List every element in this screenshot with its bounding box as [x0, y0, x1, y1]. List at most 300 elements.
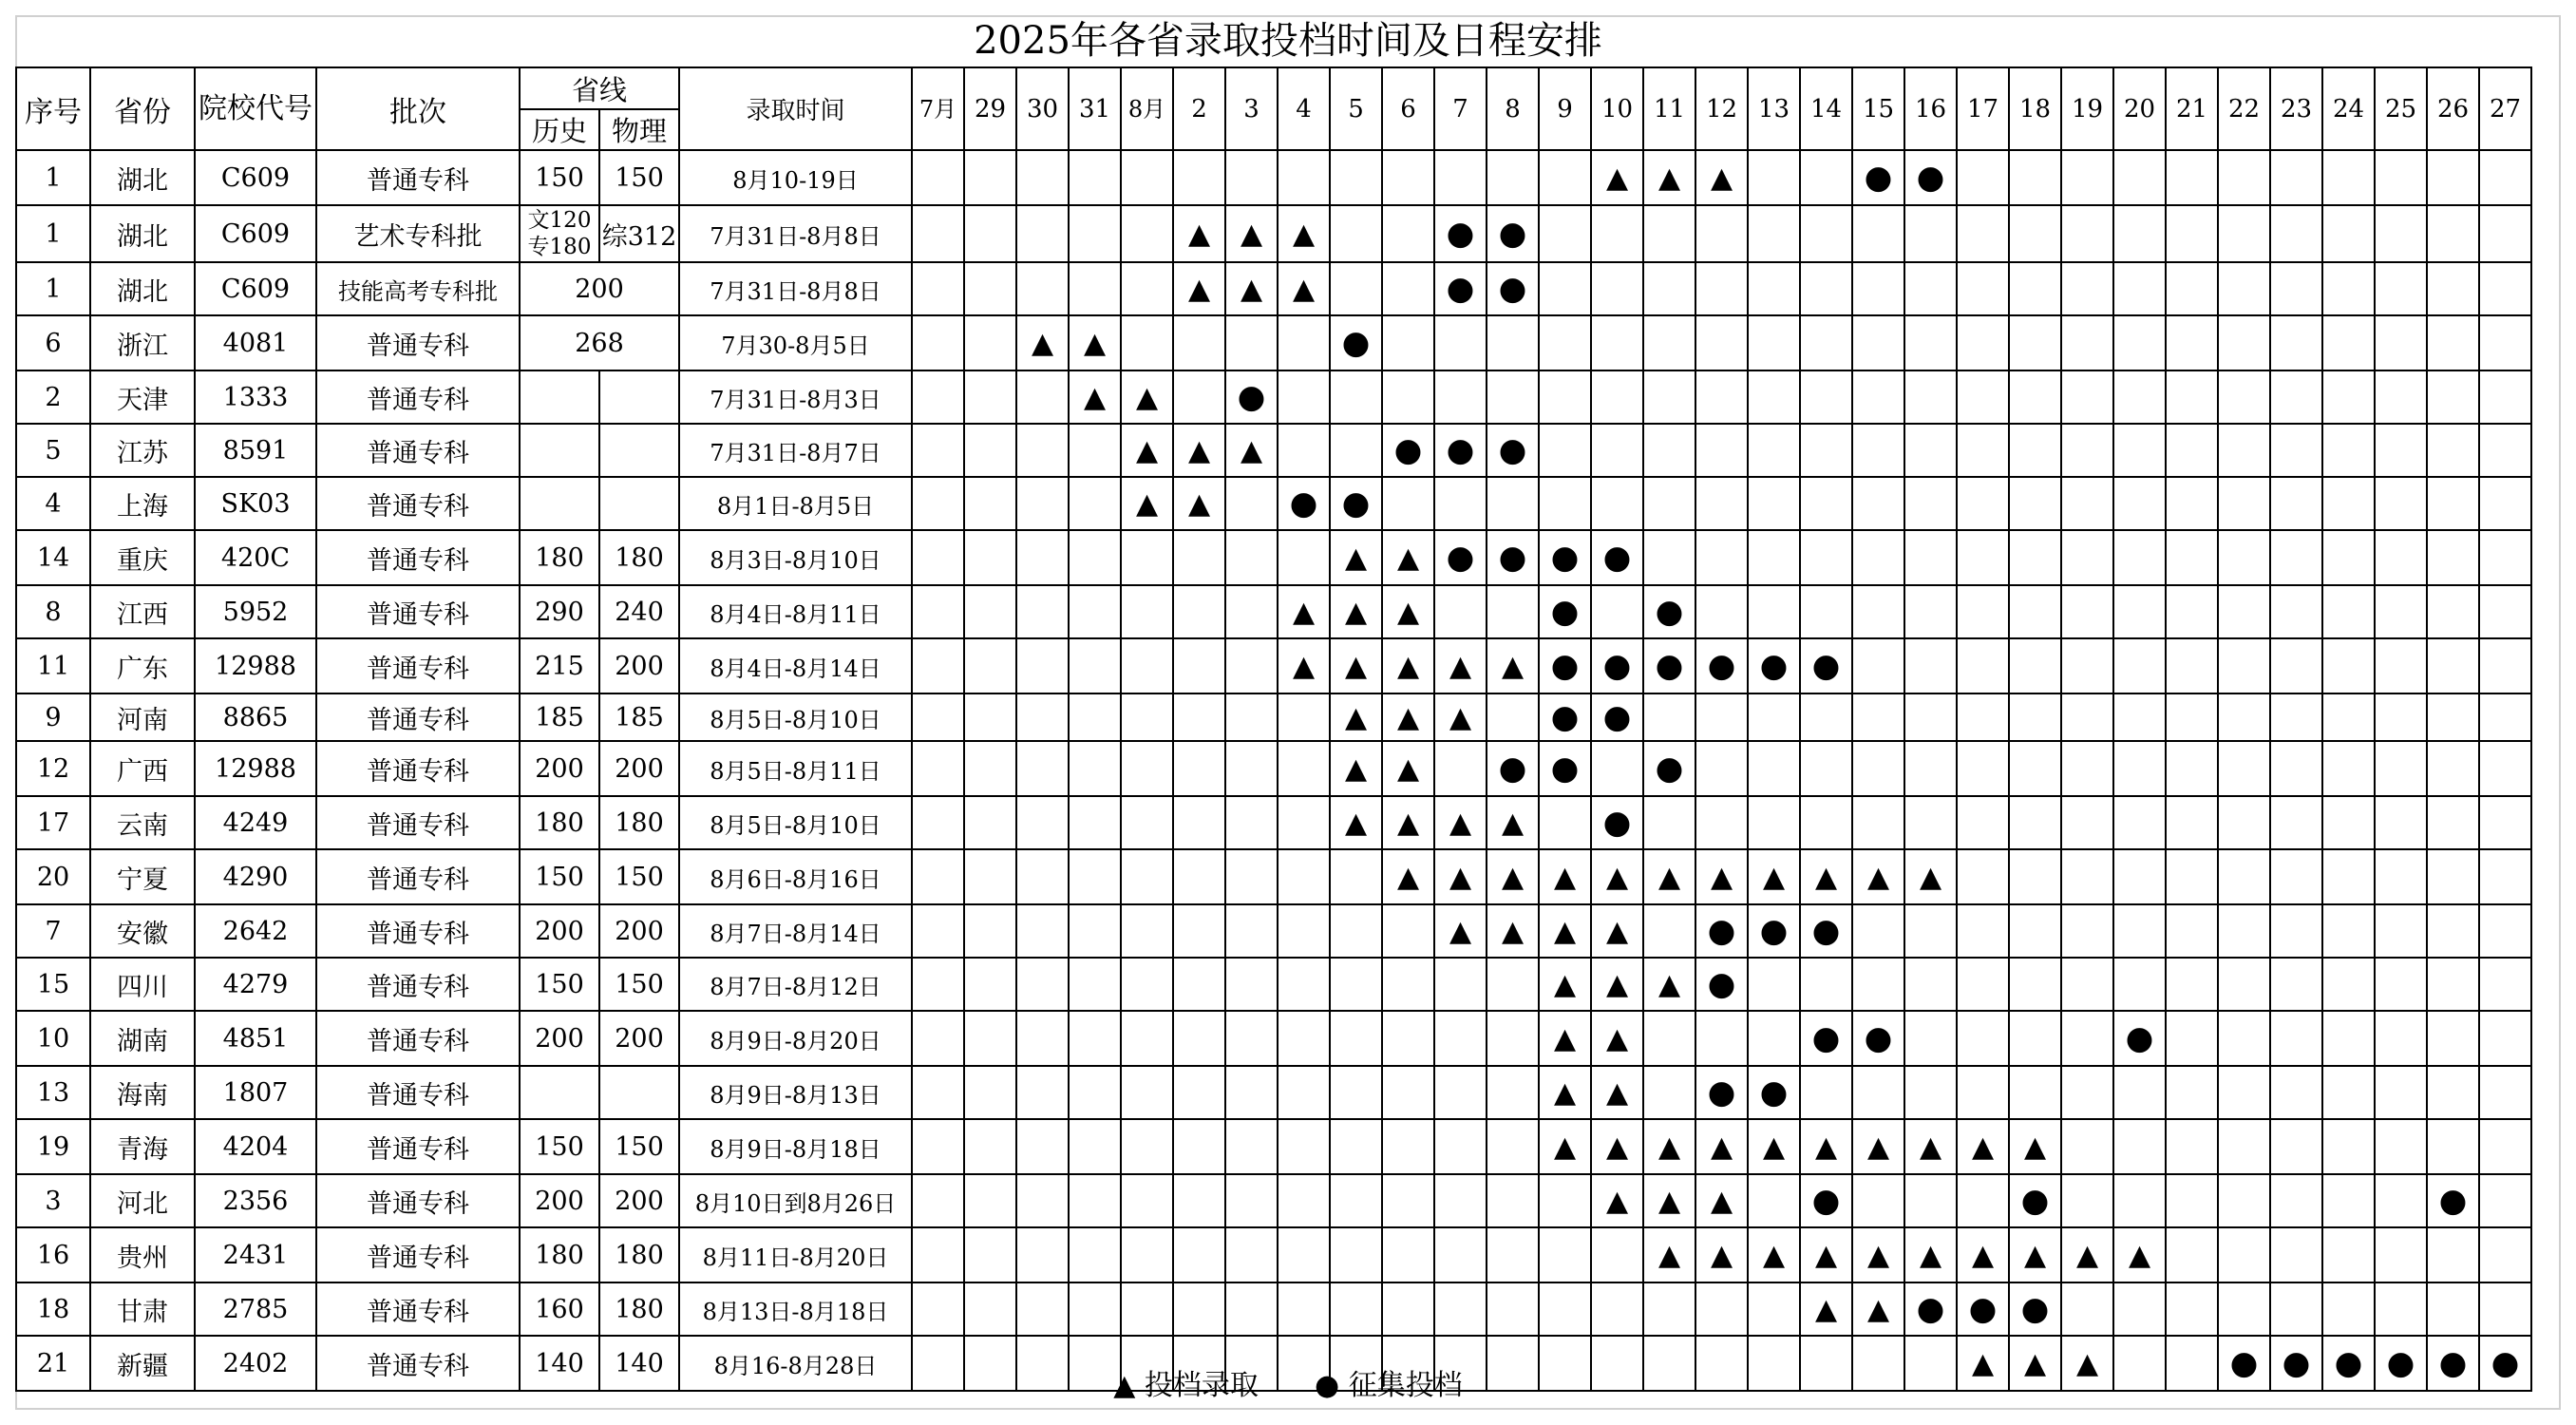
date-cell	[2166, 694, 2218, 741]
date-cell	[912, 1282, 964, 1336]
history-line-cell: 200	[520, 1011, 599, 1066]
circle-icon: ●	[1591, 694, 1643, 741]
date-cell	[2322, 849, 2375, 904]
circle-icon: ●	[1957, 1282, 2009, 1336]
date-cell	[2113, 1282, 2166, 1336]
date-cell	[1016, 1066, 1069, 1119]
circle-icon: ●	[1852, 1011, 1904, 1066]
date-cell	[1016, 585, 1069, 638]
code-cell: 4081	[195, 315, 316, 370]
date-cell	[1225, 1174, 1278, 1227]
date-cell	[2270, 796, 2322, 849]
date-cell	[1434, 741, 1487, 796]
date-cell	[2009, 1066, 2061, 1119]
date-header: 7	[1434, 67, 1487, 150]
date-cell	[964, 370, 1016, 424]
date-cell	[2479, 1227, 2531, 1282]
date-cell	[1487, 1066, 1539, 1119]
date-cell	[2322, 477, 2375, 530]
code-cell: 1807	[195, 1066, 316, 1119]
date-cell	[1695, 477, 1748, 530]
date-cell	[1643, 424, 1695, 477]
province-cell: 广西	[90, 741, 195, 796]
circle-icon: ●	[1643, 638, 1695, 694]
table-row	[16, 150, 2531, 205]
batch-cell: 普通专科	[316, 638, 520, 694]
date-cell	[2009, 262, 2061, 315]
date-cell	[1539, 424, 1591, 477]
table-row	[16, 370, 2531, 424]
legend-circle-label: 征集投档	[1348, 1369, 1463, 1402]
circle-icon: ●	[1591, 530, 1643, 585]
date-cell	[1695, 530, 1748, 585]
province-cell: 甘肃	[90, 1282, 195, 1336]
date-cell	[1800, 477, 1852, 530]
triangle-icon: ▲	[1225, 205, 1278, 262]
date-header: 8	[1487, 67, 1539, 150]
date-cell	[1121, 315, 1173, 370]
physics-line-cell: 200	[599, 904, 679, 958]
date-cell	[1852, 694, 1904, 741]
date-cell	[2061, 370, 2113, 424]
circle-icon: ●	[2009, 1174, 2061, 1227]
date-cell	[1069, 904, 1121, 958]
date-cell	[2166, 370, 2218, 424]
circle-icon: ●	[1800, 1174, 1852, 1227]
date-cell	[1434, 1011, 1487, 1066]
date-cell	[1382, 904, 1434, 958]
physics-line-cell: 150	[599, 1119, 679, 1174]
date-cell	[964, 1174, 1016, 1227]
date-cell	[2479, 741, 2531, 796]
circle-icon: ●	[2218, 1336, 2270, 1391]
date-cell	[1016, 370, 1069, 424]
date-cell	[964, 849, 1016, 904]
date-cell	[2166, 1011, 2218, 1066]
triangle-icon: ▲	[1643, 1227, 1695, 1282]
date-cell	[1382, 1011, 1434, 1066]
date-cell	[1121, 694, 1173, 741]
province-cell: 宁夏	[90, 849, 195, 904]
date-cell	[964, 530, 1016, 585]
circle-icon: ●	[1591, 796, 1643, 849]
triangle-icon: ▲	[1800, 1227, 1852, 1282]
table-row	[16, 796, 2531, 849]
date-cell	[1643, 1282, 1695, 1336]
date-cell	[2375, 150, 2427, 205]
date-cell	[2270, 424, 2322, 477]
date-cell	[1121, 1174, 1173, 1227]
circle-icon: ●	[1800, 1011, 1852, 1066]
date-cell	[2270, 150, 2322, 205]
admission-time-cell: 8月4日-8月11日	[679, 585, 912, 638]
header-admission-time: 录取时间	[679, 67, 912, 150]
date-cell	[912, 477, 964, 530]
date-cell	[2061, 585, 2113, 638]
circle-icon: ●	[1800, 638, 1852, 694]
date-cell	[1121, 1282, 1173, 1336]
date-cell	[2479, 796, 2531, 849]
admission-time-cell: 7月31日-8月8日	[679, 205, 912, 262]
circle-icon: ●	[1330, 477, 1382, 530]
date-cell	[1748, 958, 1800, 1011]
date-cell	[1278, 424, 1330, 477]
circle-icon: ●	[1225, 370, 1278, 424]
date-cell	[964, 477, 1016, 530]
circle-icon: ●	[1434, 424, 1487, 477]
history-line-cell	[520, 370, 599, 424]
date-header: 13	[1748, 67, 1800, 150]
date-cell	[912, 849, 964, 904]
date-cell	[964, 585, 1016, 638]
date-cell	[1016, 424, 1069, 477]
date-cell	[2166, 638, 2218, 694]
batch-cell: 普通专科	[316, 1282, 520, 1336]
date-cell	[1225, 477, 1278, 530]
triangle-icon: ▲	[1113, 1369, 1136, 1402]
date-cell	[1852, 262, 1904, 315]
date-cell	[1016, 150, 1069, 205]
date-header: 19	[2061, 67, 2113, 150]
seq-cell: 1	[16, 150, 90, 205]
triangle-icon: ▲	[1904, 1227, 1957, 1282]
circle-icon: ●	[1487, 205, 1539, 262]
circle-icon: ●	[1314, 1369, 1340, 1402]
date-cell	[2322, 262, 2375, 315]
date-cell	[2427, 1011, 2479, 1066]
admission-time-cell: 8月5日-8月10日	[679, 796, 912, 849]
date-cell	[2427, 694, 2479, 741]
date-cell	[2427, 370, 2479, 424]
batch-cell: 普通专科	[316, 477, 520, 530]
code-cell: 8865	[195, 694, 316, 741]
triangle-icon: ▲	[1173, 262, 1225, 315]
date-cell	[1695, 315, 1748, 370]
date-cell	[2009, 958, 2061, 1011]
table-row	[16, 1227, 2531, 1282]
triangle-icon: ▲	[1173, 477, 1225, 530]
date-cell	[912, 1174, 964, 1227]
date-cell	[1016, 1119, 1069, 1174]
date-cell	[1069, 1066, 1121, 1119]
date-cell	[1278, 315, 1330, 370]
date-cell	[2009, 585, 2061, 638]
triangle-icon: ▲	[1852, 1119, 1904, 1174]
date-cell	[1748, 585, 1800, 638]
date-cell	[2270, 638, 2322, 694]
date-cell	[1016, 741, 1069, 796]
triangle-icon: ▲	[1695, 150, 1748, 205]
province-cell: 上海	[90, 477, 195, 530]
date-cell	[2322, 958, 2375, 1011]
province-cell: 青海	[90, 1119, 195, 1174]
date-cell	[1643, 1011, 1695, 1066]
seq-cell: 1	[16, 262, 90, 315]
triangle-icon: ▲	[2009, 1119, 2061, 1174]
circle-icon: ●	[2322, 1336, 2375, 1391]
code-cell: 2431	[195, 1227, 316, 1282]
date-cell	[1278, 1282, 1330, 1336]
date-cell	[1957, 150, 2009, 205]
admission-time-cell: 8月7日-8月14日	[679, 904, 912, 958]
date-cell	[1591, 741, 1643, 796]
table-row	[16, 1119, 2531, 1174]
date-cell	[1016, 1174, 1069, 1227]
date-cell	[2166, 849, 2218, 904]
date-cell	[2166, 796, 2218, 849]
date-cell	[1487, 1282, 1539, 1336]
date-cell	[1957, 958, 2009, 1011]
triangle-icon: ▲	[1904, 1119, 1957, 1174]
table-row	[16, 741, 2531, 796]
date-cell	[1539, 205, 1591, 262]
triangle-icon: ▲	[1800, 1282, 1852, 1336]
date-cell	[912, 638, 964, 694]
physics-line-cell	[599, 424, 679, 477]
triangle-icon: ▲	[1487, 638, 1539, 694]
date-cell	[1069, 849, 1121, 904]
triangle-icon: ▲	[1069, 315, 1121, 370]
date-cell	[1173, 904, 1225, 958]
batch-cell: 普通专科	[316, 1119, 520, 1174]
date-cell	[1173, 796, 1225, 849]
date-cell	[2009, 150, 2061, 205]
triangle-icon: ▲	[1330, 741, 1382, 796]
admission-time-cell: 8月3日-8月10日	[679, 530, 912, 585]
triangle-icon: ▲	[1173, 424, 1225, 477]
date-cell	[1121, 741, 1173, 796]
date-cell	[1278, 1174, 1330, 1227]
date-cell	[1225, 1227, 1278, 1282]
date-cell	[1278, 741, 1330, 796]
physics-line-cell: 240	[599, 585, 679, 638]
triangle-icon: ▲	[1225, 424, 1278, 477]
date-cell	[2375, 638, 2427, 694]
date-cell	[2427, 585, 2479, 638]
date-cell	[1225, 904, 1278, 958]
physics-line-cell: 综312	[599, 205, 679, 262]
table-row	[16, 585, 2531, 638]
date-cell	[1487, 477, 1539, 530]
physics-line-cell: 150	[599, 150, 679, 205]
province-cell: 安徽	[90, 904, 195, 958]
date-cell	[1957, 1066, 2009, 1119]
date-cell	[1016, 1011, 1069, 1066]
date-header: 24	[2322, 67, 2375, 150]
circle-icon: ●	[1643, 741, 1695, 796]
date-cell	[1539, 1282, 1591, 1336]
circle-icon: ●	[2427, 1174, 2479, 1227]
date-cell	[2218, 1282, 2270, 1336]
triangle-icon: ▲	[1278, 585, 1330, 638]
date-header: 23	[2270, 67, 2322, 150]
date-cell	[1330, 1066, 1382, 1119]
date-cell	[2270, 477, 2322, 530]
date-cell	[1121, 1011, 1173, 1066]
code-cell: 12988	[195, 741, 316, 796]
date-cell	[1487, 1011, 1539, 1066]
date-cell	[1852, 315, 1904, 370]
table-row	[16, 1174, 2531, 1227]
history-line-cell: 180	[520, 1227, 599, 1282]
date-cell	[1121, 849, 1173, 904]
date-cell	[1121, 150, 1173, 205]
date-cell	[1434, 585, 1487, 638]
date-cell	[1852, 638, 1904, 694]
date-cell	[1434, 1119, 1487, 1174]
date-cell	[1069, 477, 1121, 530]
date-cell	[2009, 370, 2061, 424]
triangle-icon: ▲	[1225, 262, 1278, 315]
date-cell	[1069, 530, 1121, 585]
date-cell	[964, 424, 1016, 477]
date-cell	[2479, 638, 2531, 694]
date-cell	[1330, 1227, 1382, 1282]
date-cell	[2218, 1119, 2270, 1174]
date-cell	[2113, 424, 2166, 477]
date-cell	[1904, 262, 1957, 315]
triangle-icon: ▲	[1382, 849, 1434, 904]
date-cell	[2061, 694, 2113, 741]
date-cell	[1800, 150, 1852, 205]
date-cell	[1695, 1011, 1748, 1066]
triangle-icon: ▲	[1434, 694, 1487, 741]
date-cell	[1800, 205, 1852, 262]
header-physics: 物理	[599, 109, 679, 150]
date-cell	[2270, 530, 2322, 585]
date-cell	[1225, 150, 1278, 205]
history-line-cell: 290	[520, 585, 599, 638]
date-cell	[964, 796, 1016, 849]
date-cell	[1278, 958, 1330, 1011]
triangle-icon: ▲	[1748, 1227, 1800, 1282]
date-cell	[2270, 1066, 2322, 1119]
batch-cell: 普通专科	[316, 1336, 520, 1391]
seq-cell: 8	[16, 585, 90, 638]
table-row	[16, 694, 2531, 741]
date-cell	[2375, 958, 2427, 1011]
date-cell	[2479, 585, 2531, 638]
date-cell	[1173, 958, 1225, 1011]
code-cell: 2356	[195, 1174, 316, 1227]
circle-icon: ●	[1748, 904, 1800, 958]
date-cell	[1382, 370, 1434, 424]
date-cell	[1904, 796, 1957, 849]
date-cell	[1748, 424, 1800, 477]
date-cell	[2270, 205, 2322, 262]
date-cell	[1695, 741, 1748, 796]
date-cell	[912, 424, 964, 477]
date-cell	[2218, 530, 2270, 585]
province-line-cell: 268	[520, 315, 679, 370]
date-cell	[1016, 262, 1069, 315]
date-cell	[2479, 1282, 2531, 1336]
date-cell	[912, 150, 964, 205]
date-cell	[1173, 638, 1225, 694]
page-title: 2025年各省录取投档时间及日程安排	[974, 19, 1602, 63]
batch-cell: 普通专科	[316, 796, 520, 849]
header-seq: 序号	[16, 67, 90, 150]
physics-line-cell: 180	[599, 1282, 679, 1336]
date-cell	[1487, 150, 1539, 205]
date-cell	[2061, 205, 2113, 262]
triangle-icon: ▲	[1382, 638, 1434, 694]
date-cell	[1539, 150, 1591, 205]
date-cell	[1121, 958, 1173, 1011]
date-cell	[1957, 530, 2009, 585]
date-cell	[2479, 1011, 2531, 1066]
header-province: 省份	[90, 67, 195, 150]
date-cell	[1800, 958, 1852, 1011]
code-cell: 420C	[195, 530, 316, 585]
triangle-icon: ▲	[1330, 585, 1382, 638]
date-cell	[1173, 150, 1225, 205]
date-cell	[2166, 1066, 2218, 1119]
date-cell	[1748, 150, 1800, 205]
date-cell	[1434, 1282, 1487, 1336]
date-cell	[1225, 958, 1278, 1011]
date-cell	[2218, 315, 2270, 370]
date-cell	[1278, 370, 1330, 424]
date-cell	[1748, 477, 1800, 530]
admission-time-cell: 8月11日-8月20日	[679, 1227, 912, 1282]
admission-time-cell: 8月16-8月28日	[679, 1336, 912, 1391]
date-cell	[1800, 315, 1852, 370]
date-cell	[2479, 150, 2531, 205]
date-cell	[1852, 1066, 1904, 1119]
province-cell: 四川	[90, 958, 195, 1011]
date-cell	[1330, 1282, 1382, 1336]
circle-icon: ●	[1748, 638, 1800, 694]
date-cell	[1539, 370, 1591, 424]
date-cell	[1748, 262, 1800, 315]
date-cell	[1852, 424, 1904, 477]
triangle-icon: ▲	[1852, 849, 1904, 904]
date-cell	[2427, 1282, 2479, 1336]
province-cell: 广东	[90, 638, 195, 694]
triangle-icon: ▲	[1591, 849, 1643, 904]
date-cell	[2166, 477, 2218, 530]
date-cell	[2375, 849, 2427, 904]
date-cell	[2218, 849, 2270, 904]
date-cell	[1382, 1174, 1434, 1227]
date-cell	[1330, 1174, 1382, 1227]
date-cell	[2166, 1282, 2218, 1336]
date-cell	[1225, 530, 1278, 585]
date-cell	[1591, 262, 1643, 315]
triangle-icon: ▲	[1957, 1336, 2009, 1391]
date-cell	[1643, 262, 1695, 315]
admission-time-cell: 7月31日-8月3日	[679, 370, 912, 424]
date-cell	[1487, 1227, 1539, 1282]
date-cell	[1330, 424, 1382, 477]
date-cell	[2427, 741, 2479, 796]
date-header: 15	[1852, 67, 1904, 150]
circle-icon: ●	[1382, 424, 1434, 477]
date-cell	[1173, 694, 1225, 741]
date-cell	[2113, 1119, 2166, 1174]
physics-line-cell: 200	[599, 1174, 679, 1227]
date-cell	[2375, 262, 2427, 315]
triangle-icon: ▲	[1852, 1227, 1904, 1282]
date-cell	[1852, 796, 1904, 849]
date-cell	[1173, 1011, 1225, 1066]
date-cell	[1278, 150, 1330, 205]
date-cell	[2479, 530, 2531, 585]
triangle-icon: ▲	[1434, 638, 1487, 694]
date-cell	[2166, 904, 2218, 958]
date-cell	[964, 1227, 1016, 1282]
